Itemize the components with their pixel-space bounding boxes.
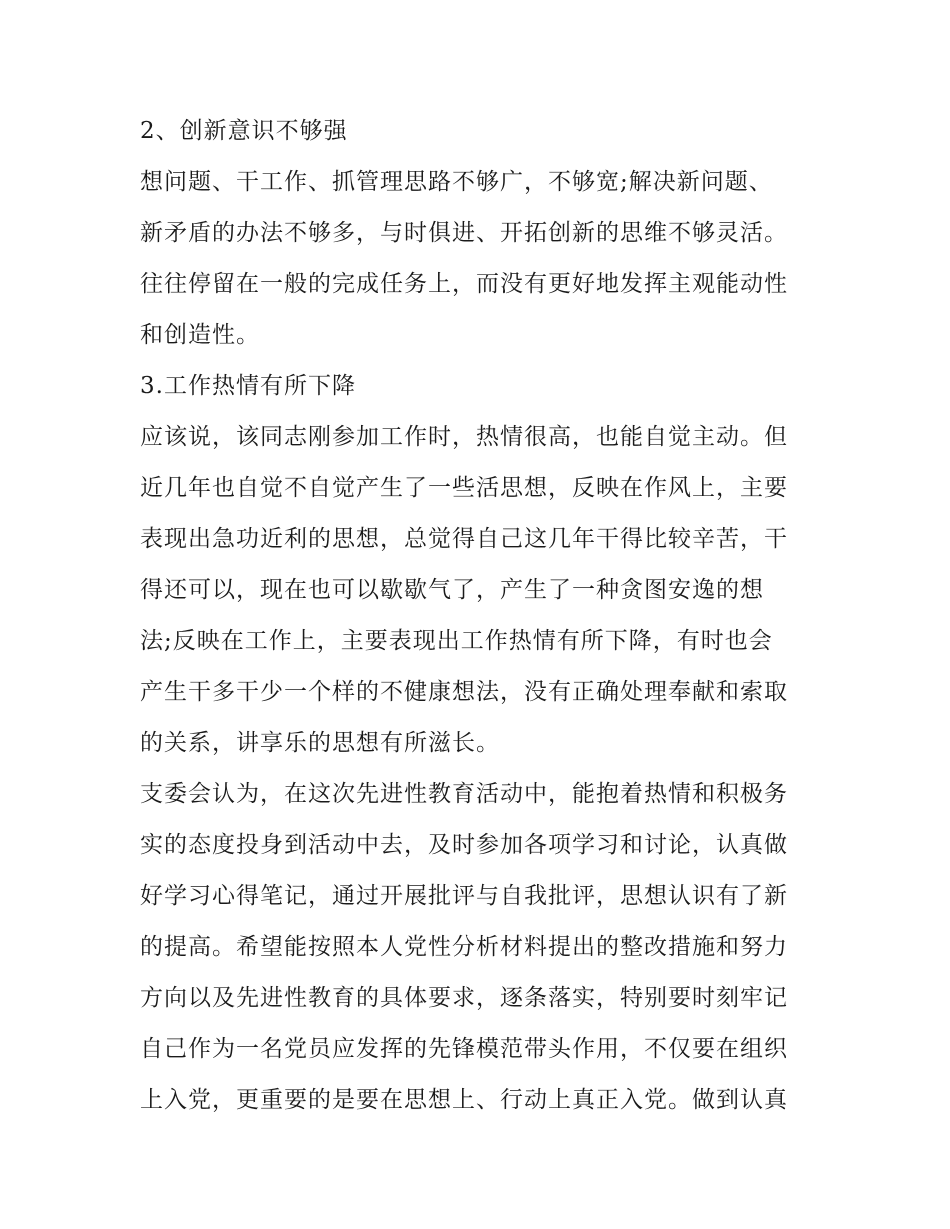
paragraph-line: 的提高。希望能按照本人党性分析材料提出的整改措施和努力: [140, 934, 788, 960]
document-body: [140, 106, 820, 1126]
paragraph-line: 自己作为一名党员应发挥的先锋模范带头作用，不仅要在组织: [140, 1036, 788, 1062]
paragraph-line: 的关系，讲享乐的思想有所滋长。: [140, 730, 500, 756]
section-heading-innovation: 2、创新意识不够强: [140, 118, 348, 144]
paragraph-line: 往往停留在一般的完成任务上，而没有更好地发挥主观能动性: [140, 271, 788, 297]
paragraph-line: 得还可以，现在也可以歇歇气了，产生了一种贪图安逸的想: [140, 577, 764, 603]
paragraph-line: 和创造性。: [140, 322, 260, 348]
paragraph-line: 近几年也自觉不自觉产生了一些活思想，反映在作风上，主要: [140, 475, 788, 501]
paragraph-line: 好学习心得笔记，通过开展批评与自我批评，思想认识有了新: [140, 883, 788, 909]
section-heading-enthusiasm: 3.工作热情有所下降: [140, 373, 356, 399]
paragraph-line: 应该说，该同志刚参加工作时，热情很高，也能自觉主动。但: [140, 424, 788, 450]
paragraph-line: 上入党，更重要的是要在思想上、行动上真正入党。做到认真: [140, 1087, 788, 1113]
paragraph-line: 想问题、干工作、抓管理思路不够广，不够宽;解决新问题、: [140, 169, 773, 195]
paragraph-line: 实的态度投身到活动中去，及时参加各项学习和讨论，认真做: [140, 832, 788, 858]
paragraph-line: 新矛盾的办法不够多，与时俱进、开拓创新的思维不够灵活。: [140, 220, 788, 246]
paragraph-line: 方向以及先进性教育的具体要求，逐条落实，特别要时刻牢记: [140, 985, 788, 1011]
paragraph-line: 产生干多干少一个样的不健康想法，没有正确处理奉献和索取: [140, 679, 788, 705]
paragraph-line: 支委会认为，在这次先进性教育活动中，能抱着热情和积极务: [140, 781, 788, 807]
paragraph-line: 法;反映在工作上，主要表现出工作热情有所下降，有时也会: [140, 628, 773, 654]
paragraph-line: 表现出急功近利的思想，总觉得自己这几年干得比较辛苦，干: [140, 526, 788, 552]
